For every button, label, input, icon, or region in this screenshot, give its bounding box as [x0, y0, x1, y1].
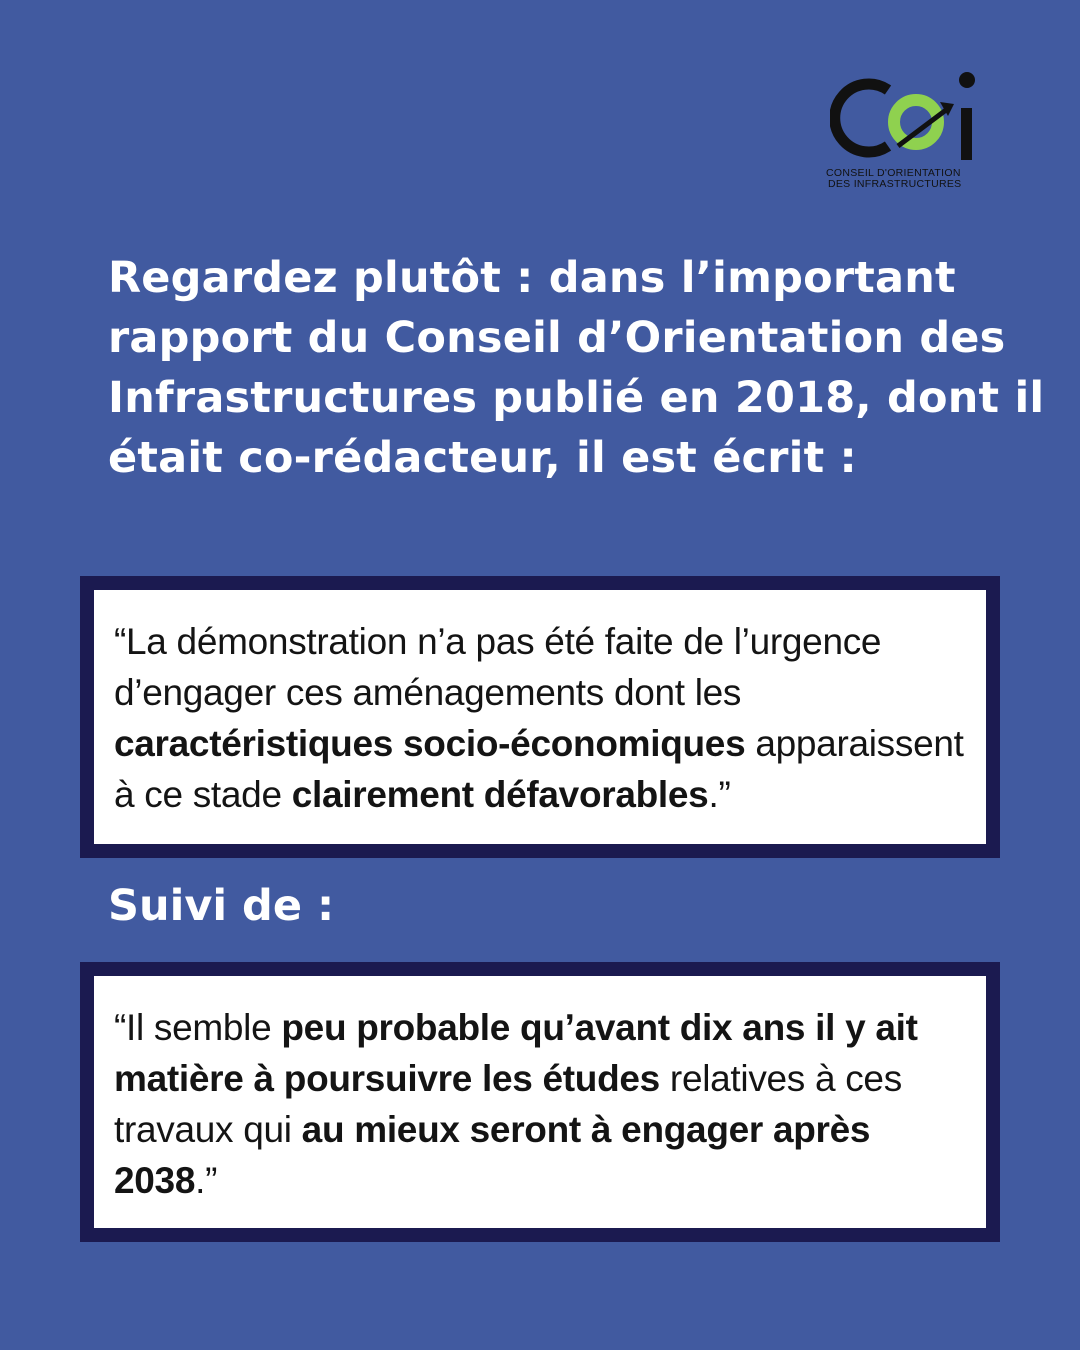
- quote-2-text: [94, 976, 986, 1228]
- logo-caption-line2: DES INFRASTRUCTURES: [828, 178, 962, 190]
- logo-caption: [826, 168, 984, 190]
- suivi-heading: Suivi de :: [108, 881, 335, 931]
- quote-segment: apparaissent à ce stade: [114, 723, 964, 815]
- quote-segment: “Il semble: [114, 1007, 282, 1048]
- quote-segment: .”: [708, 774, 731, 815]
- quote-emphasis: clairement défavorables: [291, 774, 709, 815]
- quote-segment: .”: [195, 1160, 218, 1201]
- quote-box-2: [80, 962, 1000, 1242]
- quote-1-text: [94, 590, 986, 844]
- quote-emphasis: au mieux seront à engager après 2038: [114, 1109, 871, 1201]
- quote-emphasis: peu probable qu’avant dix ans il y ait matière à poursuivre les études: [114, 1007, 918, 1099]
- intro-paragraph: Regardez plutôt : dans l’important rapport du Conseil d’Orientation des Infrastructures publié en 2018, dont il était co-rédacteur, il est écrit :: [108, 253, 1045, 483]
- quote-segment: relatives à ces travaux qui: [114, 1058, 902, 1150]
- coi-logo-mark: [830, 68, 980, 168]
- quote-box-1: [80, 576, 1000, 858]
- quote-segment: “La démonstration n’a pas été faite de l’urgence d’engager ces aménagements dont les: [114, 621, 882, 713]
- quote-emphasis: caractéristiques socio-économiques: [114, 723, 746, 764]
- logo-caption-line1: CONSEIL D'ORIENTATION: [826, 167, 961, 179]
- coi-logo: [826, 68, 984, 198]
